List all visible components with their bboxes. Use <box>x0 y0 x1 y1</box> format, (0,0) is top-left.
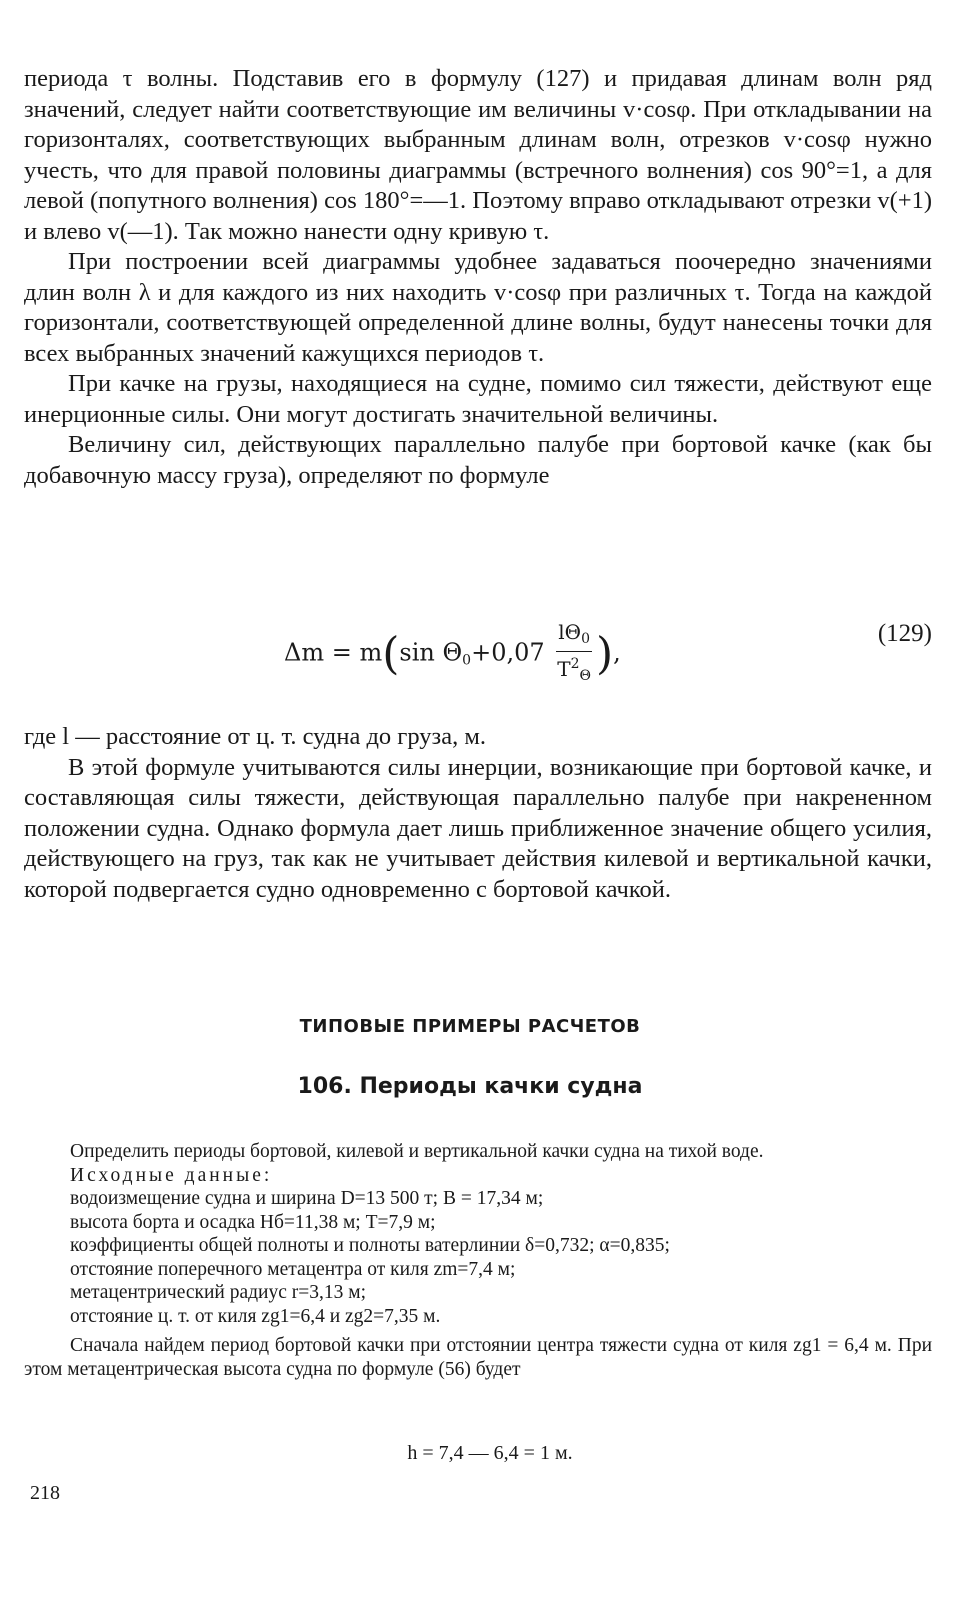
formula-129 <box>0 612 932 684</box>
text-block-after-formula <box>24 722 932 905</box>
formula-fraction <box>556 620 592 688</box>
given-item: метацентрический радиус r=3,13 м; <box>70 1282 366 1303</box>
formula-lhs: Δm = m <box>284 638 383 667</box>
given-item: коэффициенты общей полноты и полноты ватерлинии δ=0,732; α=0,835; <box>70 1235 670 1256</box>
task-text: Определить периоды бортовой, килевой и вертикальной качки судна на тихой воде. <box>70 1141 764 1162</box>
section-title: ТИПОВЫЕ ПРИМЕРЫ РАСЧЕТОВ <box>299 1016 641 1037</box>
fraction-denominator: $T^2_\Theta$ <box>557 656 591 684</box>
formula-trail: , <box>613 638 621 667</box>
given-item: водоизмещение судна и ширина D=13 500 т; B = 17,34 м; <box>70 1188 544 1209</box>
right-paren: ) <box>595 628 614 680</box>
subsection-title: 106. Периоды качки судна <box>297 1074 643 1099</box>
example-block <box>24 1140 932 1381</box>
formula-expression <box>284 620 621 688</box>
paragraph-1: периода τ волны. Подставив его в формулу (127) и придавая длинам волн ряд значений, следует найти соответствующие им величины v·cosφ. При откладывании на горизонталях, соответствующих выбранным длинам волн, отрезков v·cosφ нужно учесть, что для правой половины диаграммы (встречного волнения) cos 90°=1, а для левой (попутного волнения) cos 180°=—1. Поэтому вправо откладывают отрезки v(+1) и влево v(—1). Так можно нанести одну кривую τ. <box>24 65 932 245</box>
formula-number: (129) <box>877 620 932 647</box>
solution-text: Сначала найдем период бортовой качки при отстоянии центра тяжести судна от киля zg1 = 6,4 м. При этом метацентрическая высота судна по формуле (56) будет <box>24 1335 932 1380</box>
paragraph-5: В этой формуле учитываются силы инерции, возникающие при бортовой качке, и составляющая силы тяжести, действующая параллельно палубе при накрененном положении судна. Однако формула дает лишь приближенное значение общего усилия, действующего на груз, так как не учитывает действия килевой и вертикальной качки, которой подвергается судно одновременно с бортовой качкой. <box>24 753 932 903</box>
fraction-numerator: $l\Theta_0$ <box>556 620 592 652</box>
formula-coef: +0,07 <box>471 638 545 667</box>
formula-sub0: 0 <box>462 652 472 669</box>
paragraph-3: При качке на грузы, находящиеся на судне, помимо сил тяжести, действуют еще инерционные силы. Они могут достигать значительной величины. <box>24 370 932 428</box>
formula-sin: sin Θ <box>399 638 463 667</box>
paragraph-2: При построении всей диаграммы удобнее задаваться поочередно значениями длин волн λ и для каждого из них находить v·cosφ при различных τ. Тогда на каждой горизонтали, соответствующей определенной длине волны, будут нанесены точки для всех выбранных значений кажущихся периодов τ. <box>24 248 932 367</box>
paragraph-where: где l — расстояние от ц. т. судна до груза, м. <box>24 723 486 750</box>
text-block-top <box>24 64 932 491</box>
given-item: высота борта и осадка Hб=11,38 м; T=7,9 м; <box>70 1211 436 1233</box>
given-item: отстояние ц. т. от киля zg1=6,4 и zg2=7,35 м. <box>70 1305 441 1327</box>
paragraph-4: Величину сил, действующих параллельно палубе при бортовой качке (как бы добавочную массу груза), определяют по формуле <box>24 431 932 489</box>
given-label: Исходные данные: <box>70 1164 273 1186</box>
metacentric-height-formula: h = 7,4 — 6,4 = 1 м. <box>407 1442 573 1464</box>
given-item: отстояние поперечного метацентра от киля zm=7,4 м; <box>70 1258 516 1280</box>
page-number: 218 <box>30 1482 60 1504</box>
left-paren: ( <box>382 628 400 680</box>
